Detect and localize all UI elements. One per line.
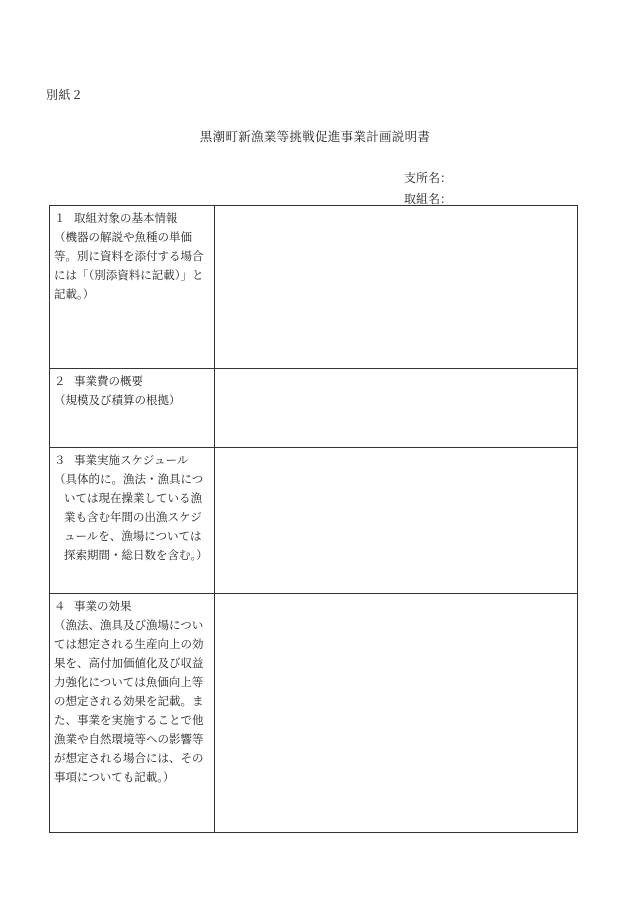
item-number: １ [54, 211, 66, 225]
attachment-label: 別紙２ [46, 88, 84, 102]
form-row-budget [50, 369, 578, 448]
label-cell-effects [50, 594, 215, 833]
item-number: ４ [54, 599, 66, 613]
input-cell-effects[interactable] [215, 594, 578, 833]
label-cell-schedule [50, 448, 215, 594]
input-cell-schedule[interactable] [215, 448, 578, 594]
item-heading [54, 372, 212, 391]
label-cell-basic-info [50, 206, 215, 369]
item-description: （機器の解説や魚種の単価等。別に資料を添付する場合には「（別添資料に記載）」と記載。） [54, 230, 204, 301]
item-heading [54, 209, 212, 228]
item-heading [54, 597, 212, 616]
item-description: （漁法、漁具及び漁場については想定される生産向上の効果を、高付加価値化及び収益力強化については魚価向上等の想定される効果を記載。また、事業を実施することで他漁業や自然環境等への影響等が想定される場合には、その事項についても記載。） [54, 618, 204, 784]
item-description: （規模及び積算の根拠） [54, 393, 181, 407]
input-cell-basic-info[interactable] [215, 206, 578, 369]
branch-name-label: 支所名： [404, 171, 453, 185]
form-row-effects [50, 594, 578, 833]
label-cell-budget [50, 369, 215, 448]
document-title: 黒潮町新漁業等挑戦促進事業計画説明書 [199, 129, 431, 144]
item-title: 事業費の概要 [74, 374, 143, 388]
initiative-name-label: 取組名： [404, 192, 453, 206]
form-row-schedule [50, 448, 578, 594]
item-title: 事業の効果 [74, 599, 132, 613]
item-number: ２ [54, 374, 66, 388]
input-cell-budget[interactable] [215, 369, 578, 448]
item-description: （具体的に。漁法・漁具については現在操業している漁業も含む年間の出漁スケジュールを、漁場については探索期間・総日数を含む。） [54, 472, 208, 562]
item-heading [54, 451, 212, 470]
item-title: 取組対象の基本情報 [74, 211, 178, 225]
form-row-basic-info [50, 206, 578, 369]
plan-form-table [49, 205, 578, 833]
item-title: 事業実施スケジュール [74, 453, 189, 467]
item-number: ３ [54, 453, 66, 467]
